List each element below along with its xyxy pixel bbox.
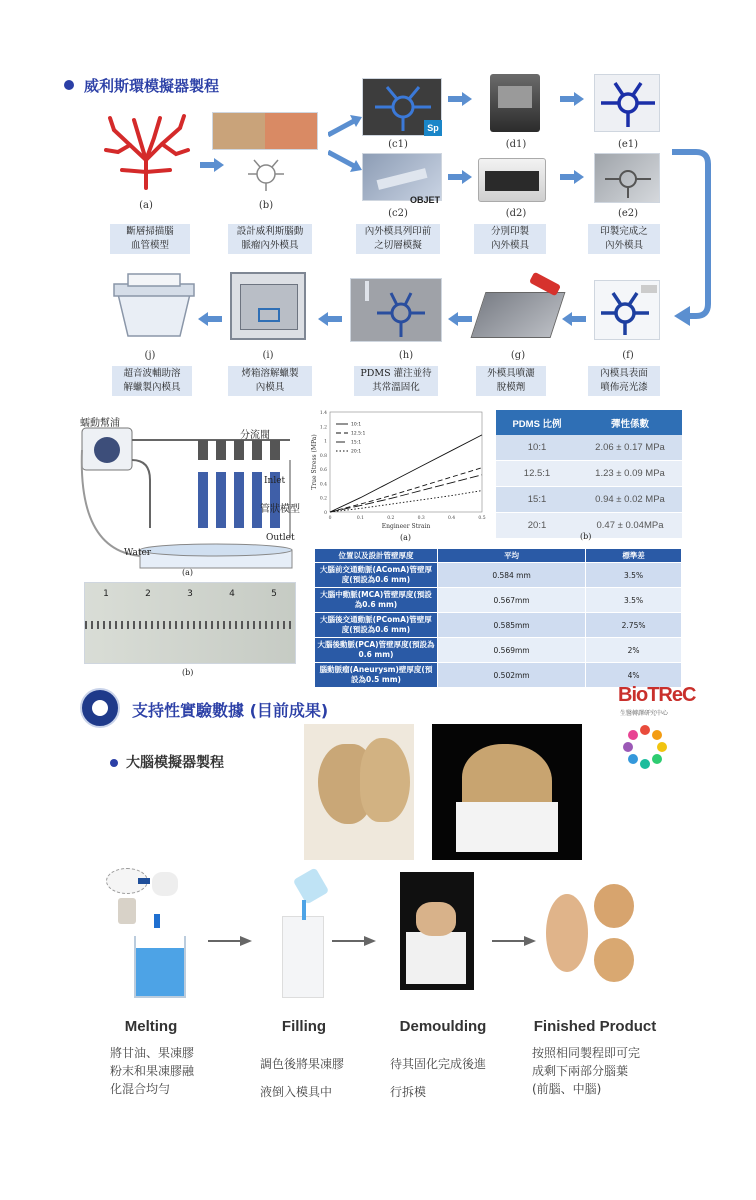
wall-header-mean: 平均: [438, 549, 586, 563]
pdms-modulus: 0.94 ± 0.02 MPa: [578, 487, 682, 513]
university-seal: [80, 688, 120, 728]
wall-sd: 4%: [586, 663, 682, 688]
wall-sd: 2%: [586, 638, 682, 663]
ultrasonic-bath-image: [112, 270, 196, 340]
caption-f: 內模具表面 噴佈亮光漆: [588, 366, 660, 396]
arrow-right-icon: [448, 92, 472, 106]
brain-photo-2: [432, 724, 582, 860]
wall-position: 腦動脈瘤(Aneurysm)壁厚度(預設為0.5 mm): [315, 663, 438, 688]
wall-thickness-table: [314, 548, 682, 688]
label-i: (i): [262, 350, 274, 361]
caption-j: 超音波輔助溶 解蠟製內模具: [112, 366, 192, 396]
label-pump: 蠕動幫浦: [80, 418, 120, 429]
wall-mean: 0.584 mm: [438, 563, 586, 588]
wall-sd: 3.5%: [586, 588, 682, 613]
sp-logo: Sp: [424, 120, 442, 136]
section-title-support: 支持性實驗數據 (目前成果): [132, 701, 329, 720]
label-valve: 分流閥: [240, 430, 270, 441]
arrow-left-icon: [562, 312, 586, 326]
vessel-model-image: [100, 110, 192, 192]
wall-header-sd: 標準差: [586, 549, 682, 563]
step-desc-filling: 調色後將果凍膠 液倒入模具中: [260, 1057, 345, 1099]
arrow-up-right-icon: [328, 115, 362, 137]
printed-inner-mold-image: [594, 74, 660, 132]
label-b: (b): [258, 200, 274, 211]
legend-label: 20:1: [351, 449, 362, 455]
biotrec-logo: BioTReC: [618, 684, 696, 706]
arrow-down-right-icon: [328, 150, 362, 172]
tube-number-5: 5: [271, 589, 277, 599]
caption-d: 分別印製 內外模具: [474, 224, 546, 254]
label-water: Water: [124, 548, 152, 558]
step-desc-melting: 將甘油、果凍膠 粉末和果凍膠融 化混合均勻: [110, 1046, 195, 1096]
label-d2: (d2): [505, 208, 527, 219]
arrow-left-icon: [198, 312, 222, 326]
wall-sd: 3.5%: [586, 563, 682, 588]
x-tick-label: 0.3: [417, 516, 425, 521]
wall-header-position: 位置以及設計管壁厚度: [315, 549, 438, 563]
caption-g: 外模具噴灑 脫模劑: [476, 366, 546, 396]
x-tick-label: 0.2: [387, 516, 395, 521]
mold-outline-image: [246, 158, 286, 192]
label-setup-b: (b): [182, 668, 194, 677]
arrow-right-icon: [560, 170, 584, 184]
tube-number-2: 2: [145, 589, 151, 599]
label-f: (f): [622, 350, 634, 361]
y-tick-label: 0.4: [319, 482, 327, 488]
pdms-ratio: 20:1: [496, 513, 578, 539]
demoulding-image: [400, 872, 474, 990]
wall-position: 大腦後交通動脈(PComA)管壁厚度(預設為0.6 mm): [315, 613, 438, 638]
tube-number-1: 1: [103, 589, 109, 599]
wall-position: 大腦中動脈(MCA)管壁厚度(預設為0.6 mm): [315, 588, 438, 613]
pdms-panel-label: (b): [580, 532, 592, 541]
step-desc-finished: 按照相同製程即可完 成剩下兩部分腦葉 (前腦、中腦): [532, 1046, 641, 1096]
chart-svg: [308, 406, 490, 544]
legend-label: 15:1: [351, 440, 362, 446]
caption-h: PDMS 灌注並待 其常溫固化: [354, 366, 438, 396]
label-g: (g): [510, 350, 526, 361]
caption-a: 斷層掃描腦 血管模型: [110, 224, 190, 254]
setup-diagram: [80, 410, 312, 570]
printed-outer-mold-image: [594, 153, 660, 203]
label-inlet: Inlet: [264, 476, 286, 486]
step-title-demoulding: Demoulding: [399, 1018, 487, 1035]
step-title-finished: Finished Product: [533, 1018, 657, 1035]
y-axis-label: True Stress (MPa): [311, 434, 318, 490]
filling-image: [276, 866, 330, 1000]
wall-mean: 0.567mm: [438, 588, 586, 613]
y-tick-label: 1.2: [319, 425, 327, 431]
pdms-header-ratio: PDMS 比例: [496, 410, 578, 435]
arrow-right-icon: [332, 936, 376, 946]
x-tick-label: 0: [328, 516, 332, 521]
y-tick-label: 0: [324, 511, 327, 516]
wall-sd: 2.75%: [586, 613, 682, 638]
caption-b: 設計威利斯腦動 脈瘤內外模具: [228, 224, 312, 254]
series-line-10-1: [330, 435, 482, 512]
y-tick-label: 0.8: [319, 453, 327, 459]
x-tick-label: 0.1: [356, 516, 364, 521]
label-d1: (d1): [505, 139, 527, 150]
step-desc-demoulding: 待其固化完成後進 行拆模: [390, 1057, 487, 1099]
pdms-ratio: 15:1: [496, 487, 578, 513]
section-title-brain: 大腦模擬器製程: [126, 755, 224, 771]
caption-i: 烤箱溶解蠟製 內模具: [228, 366, 312, 396]
step-title-melting: Melting: [124, 1018, 178, 1035]
melting-image: [106, 868, 186, 1002]
y-tick-label: 0.6: [319, 468, 327, 474]
x-tick-label: 0.5: [478, 516, 486, 521]
wall-position: 大腦後動脈(PCA)管壁厚度(預設為0.6 mm): [315, 638, 438, 663]
label-a: (a): [139, 200, 153, 211]
legend-label: 12.5:1: [351, 431, 366, 437]
y-tick-label: 0.2: [319, 496, 327, 502]
section-bullet: [110, 759, 118, 767]
printer-d2-image: [478, 158, 546, 202]
arrow-left-icon: [318, 312, 342, 326]
y-tick-label: 1.4: [319, 411, 327, 416]
printer-d1-image: [490, 74, 540, 132]
arrow-right-icon: [448, 170, 472, 184]
arrow-right-icon: [208, 936, 252, 946]
arrow-right-icon: [200, 158, 224, 172]
tube-number-3: 3: [187, 589, 193, 599]
label-e2: (e2): [617, 208, 639, 219]
pdms-header-modulus: 彈性係數: [578, 410, 682, 435]
label-setup-a: (a): [182, 568, 194, 577]
objet-logo: OBJET: [410, 195, 441, 205]
varnish-spray-image: [594, 280, 660, 340]
chart-panel-label: (a): [400, 533, 412, 542]
pdms-pour-image: [350, 278, 442, 342]
oven-image: [230, 272, 306, 340]
caption-e: 印製完成之 內外模具: [588, 224, 660, 254]
pdms-ratio: 10:1: [496, 435, 578, 461]
y-tick-label: 1: [324, 439, 327, 445]
label-outlet: Outlet: [266, 533, 295, 543]
wall-mean: 0.585mm: [438, 613, 586, 638]
biotrec-subtitle: 生醫轉譯研究中心: [620, 710, 669, 717]
series-line-15-1: [330, 475, 482, 512]
tube-photo: [84, 582, 296, 664]
pdms-modulus: 1.23 ± 0.09 MPa: [578, 461, 682, 487]
mold-design-image: [212, 112, 318, 150]
pdms-modulus: 0.47 ± 0.04MPa: [578, 513, 682, 539]
finished-product-image: [544, 884, 640, 994]
x-tick-label: 0.4: [448, 516, 456, 521]
arrow-right-icon: [560, 92, 584, 106]
arrow-right-icon: [492, 936, 536, 946]
brain-photo-1: [304, 724, 414, 860]
section-title-willis: 威利斯環模擬器製程: [84, 77, 220, 95]
pdms-modulus: 2.06 ± 0.17 MPa: [578, 435, 682, 461]
release-agent-image: [471, 292, 566, 338]
section-bullet: [64, 80, 74, 90]
pdms-table: [496, 410, 682, 539]
wall-mean: 0.569mm: [438, 638, 586, 663]
pdms-ratio: 12.5:1: [496, 461, 578, 487]
label-tube-model: 管狀模型: [260, 504, 300, 515]
caption-c: 內外模具列印前 之切層模擬: [356, 224, 440, 254]
wall-position: 大腦前交通動脈(AComA)管壁厚度(預設為0.6 mm): [315, 563, 438, 588]
label-c2: (c2): [388, 208, 408, 219]
tube-number-4: 4: [229, 589, 235, 599]
label-h: (h): [398, 350, 414, 361]
wall-mean: 0.502mm: [438, 663, 586, 688]
legend-label: 10:1: [351, 422, 362, 428]
label-e1: (e1): [617, 139, 639, 150]
slicing-objet-image: [362, 153, 442, 201]
step-title-filling: Filling: [281, 1018, 327, 1035]
arrow-loop-icon: [668, 148, 718, 328]
arrow-left-icon: [448, 312, 472, 326]
colorful-ring-logo: [622, 724, 668, 770]
stress-strain-chart: [308, 406, 490, 544]
label-j: (j): [144, 350, 156, 361]
x-axis-label: Engineer Strain: [381, 523, 431, 530]
label-c1: (c1): [388, 139, 408, 150]
